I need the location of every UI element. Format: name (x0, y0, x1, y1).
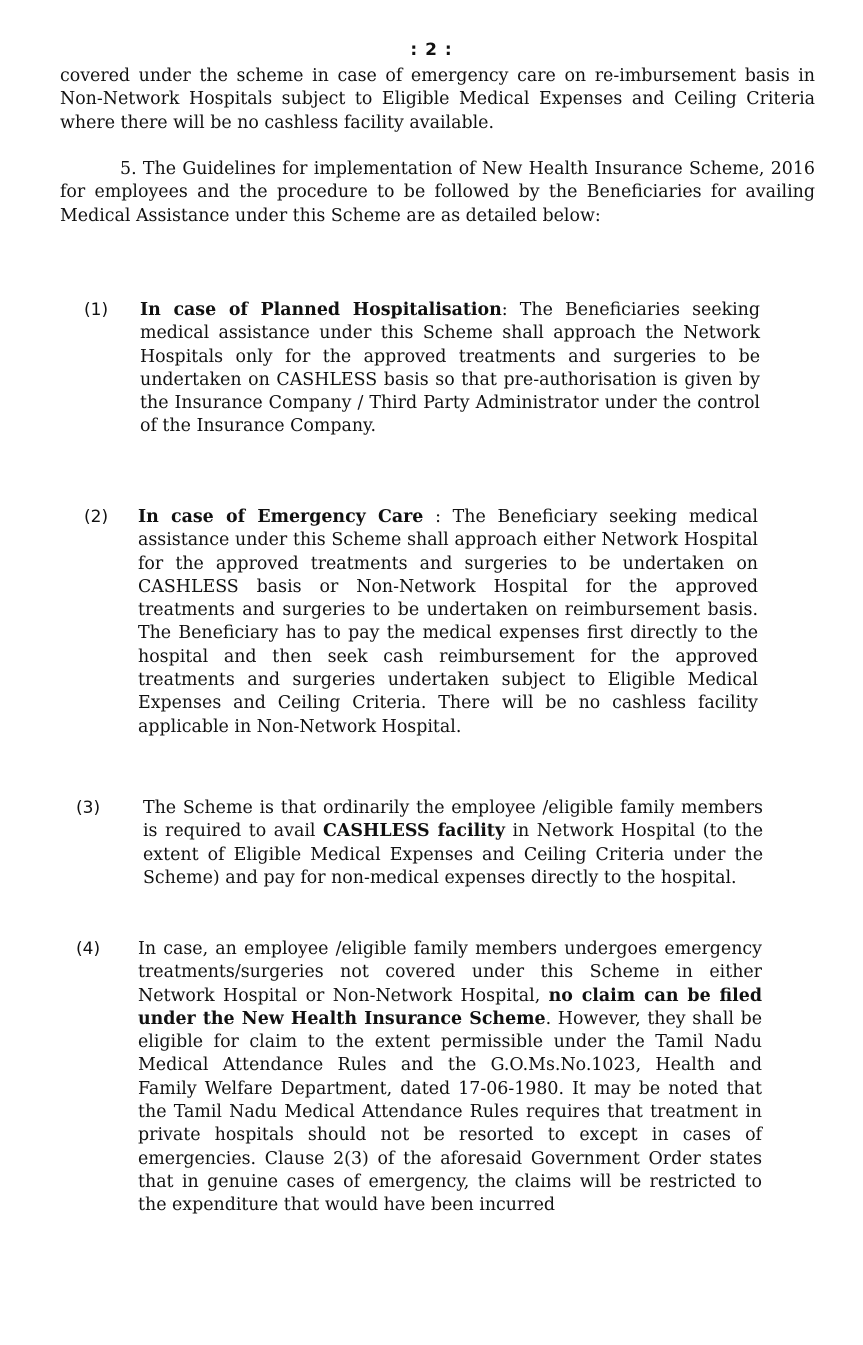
list-item-body (138, 506, 758, 739)
list-item-number: (1) (84, 300, 109, 320)
list-item-body (143, 797, 763, 890)
list-item-bold-text: CASHLESS facility (323, 821, 505, 842)
list-item-number: (3) (76, 798, 101, 818)
list-item-bold-text: no claim can be filed under the New Health Insurance Scheme (138, 985, 762, 1029)
list-item-number: (2) (84, 507, 109, 527)
paragraph-5: 5. The Guidelines for implementation of New Health Insurance Scheme, 2016 for employees and the procedure to be followed by the Beneficiaries for availing Medical Assistance under this Scheme are as detailed below: (60, 159, 815, 226)
page-number: : 2 : (410, 40, 453, 60)
list-item-text-after: . However, they shall be eligible for claim to the extent permissible under the Tamil Nadu Medical Attendance Rules and the G.O.Ms.No.1023, Health and Family Welfare Department, dated 17-06-1980. It may be noted that the Tamil Nadu Medical Attendance Rules requires that treatment in private hospitals should not be resorted to except in cases of emergencies. Clause 2(3) of the aforesaid Government Order states that in genuine cases of emergency, the claims will be restricted to the expenditure that would have been incurred (138, 1008, 762, 1216)
list-item-text-before: In case, an employee /eligible family members undergoes emergency treatments/surgeries not covered under this Scheme in either Network Hospital or Non-Network Hospital, (138, 939, 762, 1006)
list-item-text: : The Beneficiaries seeking medical assistance under this Scheme shall approach the Network Hospitals only for the approved treatments and surgeries to be undertaken on CASHLESS basis so that pre-authorisation is given by the Insurance Company / Third Party Administrator under the control of the Insurance Company. (140, 300, 761, 437)
list-item-heading: In case of Emergency Care (138, 507, 424, 527)
list-item-body (138, 938, 762, 1218)
list-item-text: : The Beneficiary seeking medical assistance under this Scheme shall approach either Network Hospital for the approved treatments and surgeries to be undertaken on CASHLESS basis or Non-Network Hospital for the approved treatments and surgeries to be undertaken on reimbursement basis. The Beneficiary has to pay the medical expenses first directly to the hospital and then seek cash reimbursement for the approved treatments and surgeries undertaken subject to Eligible Medical Expenses and Ceiling Criteria. There will be no cashless facility applicable in Non-Network Hospital. (138, 507, 758, 737)
list-item-body (140, 299, 760, 439)
list-item-text-before: The Scheme is that ordinarily the employee /eligible family members is required to avail (143, 798, 763, 842)
list-item-heading: In case of Planned Hospitalisation (140, 300, 502, 320)
list-item-text-after: in Network Hospital (to the extent of Eligible Medical Expenses and Ceiling Criteria under the Scheme) and pay for non-medical expenses directly to the hospital. (143, 821, 763, 888)
list-item-number: (4) (76, 939, 101, 959)
continuation-paragraph: covered under the scheme in case of emergency care on re-imbursement basis in Non-Network Hospitals subject to Eligible Medical Expenses and Ceiling Criteria where there will be no cashless facility available. (60, 66, 815, 133)
